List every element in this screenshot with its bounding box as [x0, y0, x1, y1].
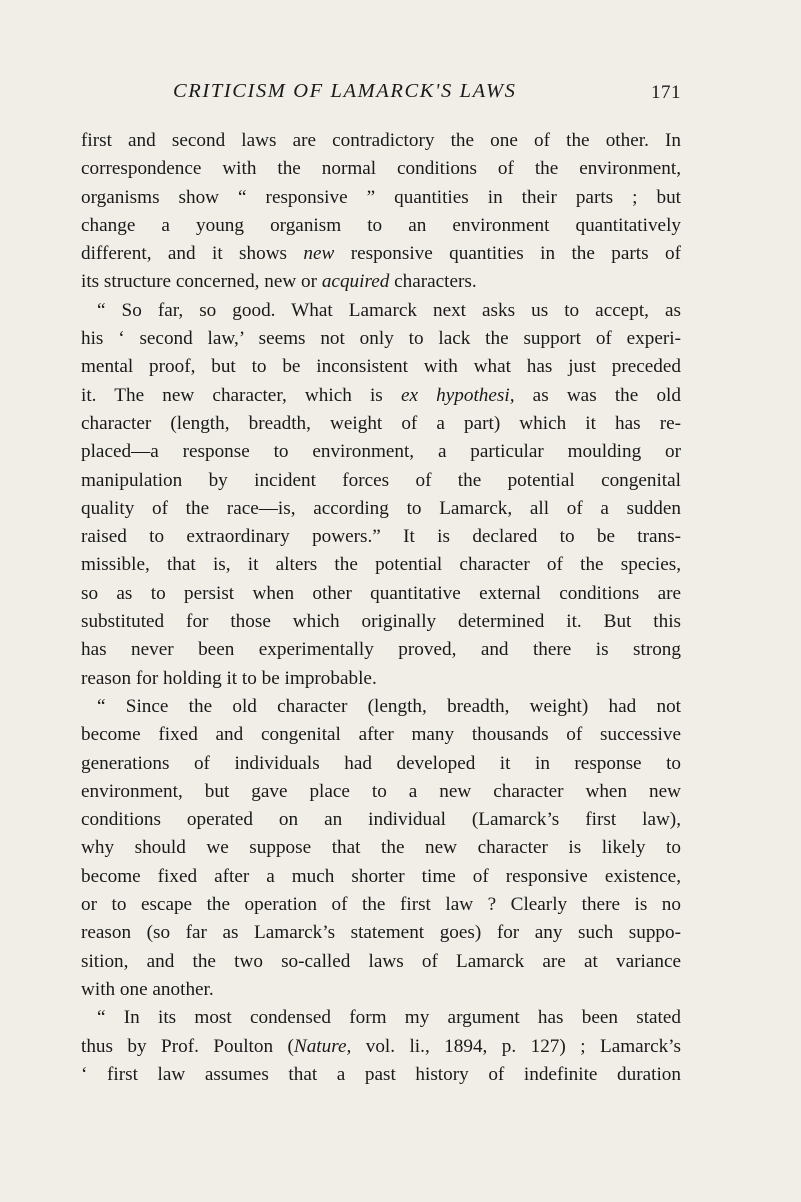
- text-line: [81, 382, 681, 410]
- page-number: 171: [651, 82, 681, 103]
- text-line: missible, that is, it alters the potential character of the species,: [81, 554, 681, 576]
- text-line: [81, 268, 681, 296]
- text-line: has never been experimentally proved, and there is strong: [81, 639, 681, 661]
- text-line: conditions operated on an individual (Lamarck’s first law),: [81, 809, 681, 831]
- text-line: “ So far, so good. What Lamarck next asks us to accept, as: [97, 299, 681, 321]
- text-line: first and second laws are contradictory the one of the other. In: [81, 130, 681, 151]
- italic-word: ex hypothesi,: [400, 384, 515, 406]
- italic-word: acquired: [321, 271, 390, 293]
- text-line: or to escape the operation of the first law ? Clearly there is no: [81, 894, 681, 916]
- text-line: quality of the race—is, according to Lamarck, all of a sudden: [81, 497, 681, 519]
- text-line: reason (so far as Lamarck’s statement goes) for any such suppo-: [81, 922, 681, 944]
- text-line: so as to persist when other quantitative external conditions are: [81, 582, 681, 604]
- text-line: reason for holding it to be improbable.: [81, 667, 377, 689]
- running-title: CRITICISM OF LAMARCK'S LAWS: [173, 80, 517, 102]
- body-text: [81, 127, 681, 1089]
- italic-word: Nature,: [293, 1035, 352, 1057]
- text-line: generations of individuals had developed it in response to: [81, 752, 681, 774]
- text-line: why should we suppose that the new character is likely to: [81, 837, 681, 859]
- italic-word: new: [303, 243, 335, 265]
- text-line: environment, but gave place to a new character when new: [81, 780, 681, 802]
- text-line: sition, and the two so-called laws of Lamarck are at variance: [81, 950, 681, 972]
- line-text: it. The new character, which is: [81, 384, 401, 406]
- text-line: correspondence with the normal conditions of the environment,: [81, 158, 681, 180]
- line-text: thus by Prof. Poulton (: [81, 1035, 294, 1057]
- text-line: organisms show “ responsive ” quantities in their parts ; but: [81, 186, 681, 208]
- text-line: [81, 1033, 681, 1061]
- text-line: character (length, breadth, weight of a part) which it has re-: [81, 412, 681, 434]
- text-line: manipulation by incident forces of the potential congenital: [81, 469, 681, 491]
- running-head: [81, 80, 681, 114]
- text-line: “ In its most condensed form my argument has been stated: [97, 1007, 681, 1029]
- text-line: become fixed after a much shorter time of responsive existence,: [81, 865, 681, 887]
- text-line: “ Since the old character (length, breadth, weight) had not: [97, 695, 681, 717]
- text-line: mental proof, but to be inconsistent with what has just preceded: [81, 356, 681, 378]
- line-text: responsive quantities in the parts of: [334, 243, 681, 265]
- line-text: vol. li., 1894, p. 127) ; Lamarck’s: [351, 1035, 681, 1057]
- text-line: ‘ first law assumes that a past history of indefinite duration: [81, 1063, 681, 1085]
- text-line: his ‘ second law,’ seems not only to lack the support of experi-: [81, 328, 681, 350]
- text-line: with one another.: [81, 978, 214, 1000]
- text-line: raised to extraordinary powers.” It is declared to be trans-: [81, 526, 681, 548]
- line-text: as was the old: [514, 384, 681, 406]
- line-text: its structure concerned, new or: [81, 271, 322, 293]
- text-line: substituted for those which originally determined it. But this: [81, 611, 681, 633]
- text-line: placed—a response to environment, a particular moulding or: [81, 441, 681, 463]
- text-line: become fixed and congenital after many thousands of successive: [81, 724, 681, 746]
- line-text: characters.: [389, 271, 477, 293]
- text-line: change a young organism to an environment quantitatively: [81, 214, 681, 236]
- text-line: [81, 240, 681, 268]
- line-text: different, and it shows: [81, 243, 304, 265]
